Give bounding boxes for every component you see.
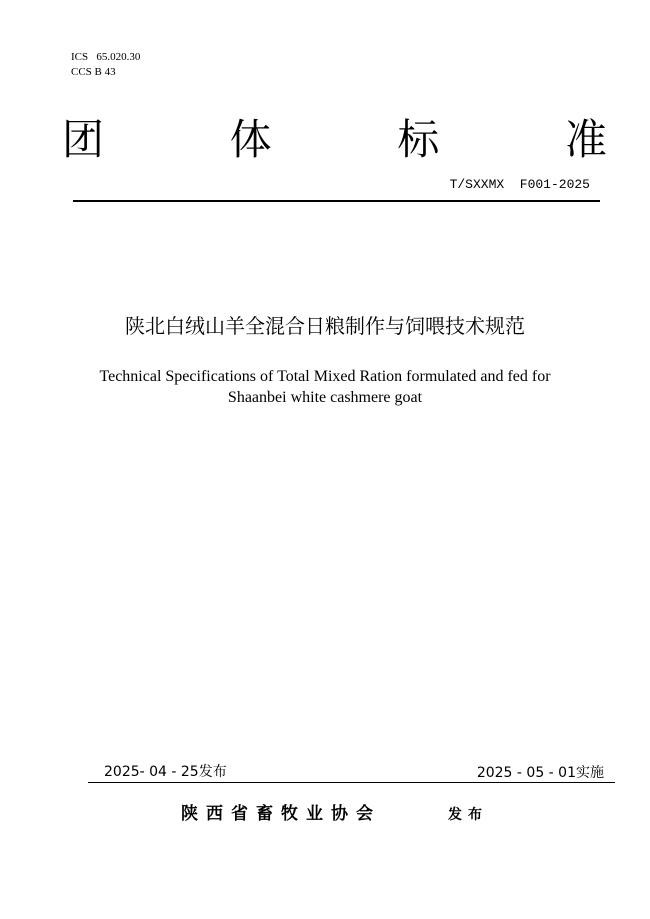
header-divider — [73, 200, 600, 202]
footer-divider — [88, 782, 615, 783]
implement-date: 2025 - 05 - 01实施 — [476, 765, 604, 781]
title-en-line-2: Shaanbei white cashmere goat — [227, 389, 423, 406]
document-type-title — [62, 112, 607, 168]
title-char-2: 体 — [229, 115, 272, 164]
classification-codes — [71, 50, 140, 80]
standard-number: T/SXXMX F001-2025 — [449, 177, 590, 192]
standard-title-chinese: 陕北白绒山羊全混合日粮制作与饲喂技术规范 — [125, 314, 525, 338]
ccs-code: CCS B 43 — [71, 66, 116, 78]
publish-date: 2025- 04 - 25发布 — [104, 764, 227, 780]
title-char-1: 团 — [62, 115, 105, 164]
title-en-line-1: Technical Specifications of Total Mixed Ration formulated and fed for — [99, 368, 551, 385]
ics-code: ICS 65.020.30 — [71, 51, 141, 63]
publisher-name: 陕西省畜牧业协会 — [181, 804, 381, 824]
standard-title-english — [60, 366, 590, 408]
publish-label: 发布 — [448, 807, 488, 823]
title-char-4: 准 — [564, 115, 607, 164]
title-char-3: 标 — [397, 115, 440, 164]
